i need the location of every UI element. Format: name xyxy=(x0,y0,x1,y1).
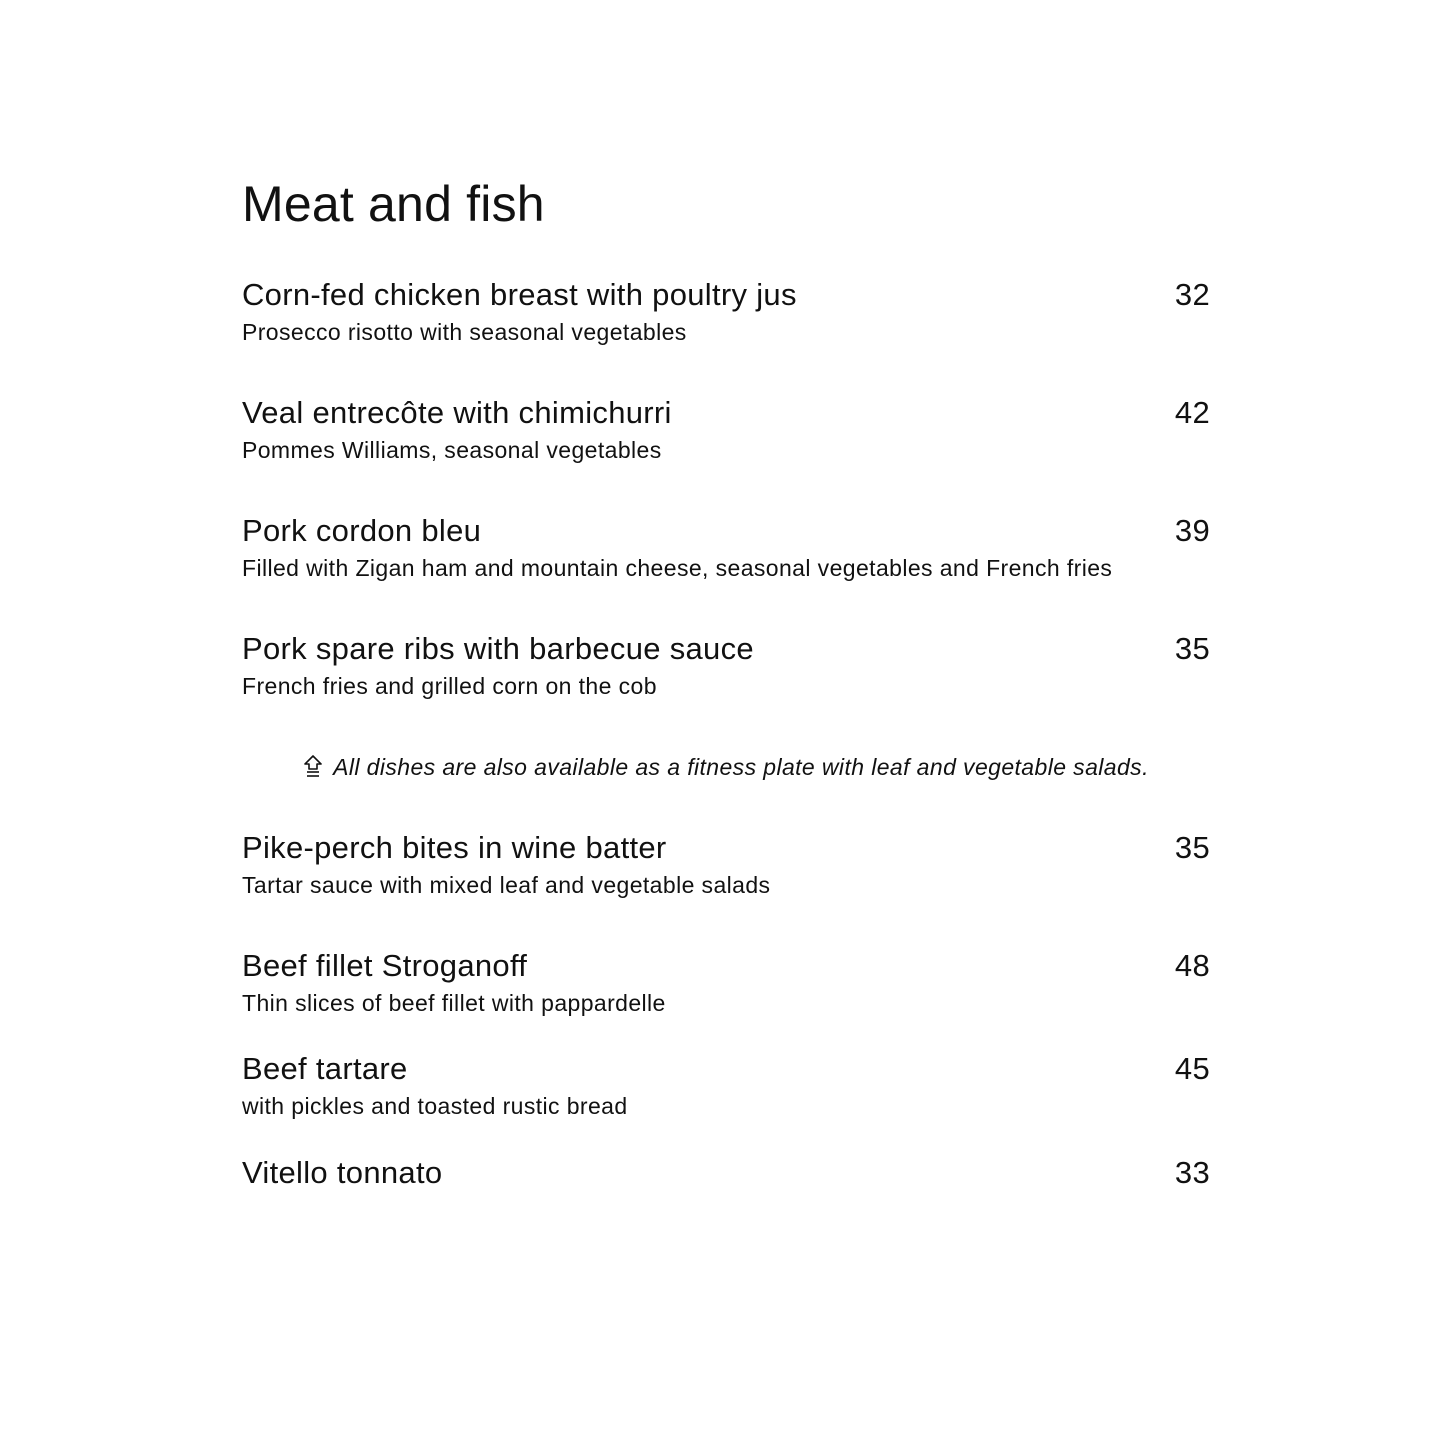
menu-item xyxy=(242,828,1210,902)
dish-price: 32 xyxy=(1174,277,1210,312)
menu-item xyxy=(242,1153,1210,1193)
dish-name: Beef tartare xyxy=(242,1051,408,1086)
dish-price: 48 xyxy=(1174,948,1210,983)
dish-price: 45 xyxy=(1174,1051,1210,1086)
dish-price: 39 xyxy=(1174,513,1210,548)
dish-name: Pike-perch bites in wine batter xyxy=(242,830,667,865)
fitness-plate-note xyxy=(282,750,1170,784)
section-title: Meat and fish xyxy=(242,176,545,232)
dish-name: Corn-fed chicken breast with poultry jus xyxy=(242,277,797,312)
note-text: All dishes are also available as a fitness plate with leaf and vegetable salads. xyxy=(333,754,1149,780)
dish-description: Filled with Zigan ham and mountain cheese, seasonal vegetables and French fries xyxy=(242,555,1113,581)
dish-name: Vitello tonnato xyxy=(242,1155,443,1190)
dish-description: with pickles and toasted rustic bread xyxy=(242,1093,628,1119)
dish-name: Beef fillet Stroganoff xyxy=(242,948,528,983)
menu-item xyxy=(242,511,1210,585)
dish-price: 33 xyxy=(1174,1155,1210,1190)
dish-description: Pommes Williams, seasonal vegetables xyxy=(242,437,662,463)
dish-name: Pork spare ribs with barbecue sauce xyxy=(242,631,754,666)
menu-item xyxy=(242,393,1210,467)
dish-description: Thin slices of beef fillet with pappardelle xyxy=(242,990,666,1016)
menu-item xyxy=(242,629,1210,703)
dish-price: 35 xyxy=(1174,830,1210,865)
menu-item xyxy=(242,275,1210,349)
menu-item xyxy=(242,1049,1210,1123)
dish-price: 35 xyxy=(1174,631,1210,666)
menu-item xyxy=(242,946,1210,1020)
dish-description: Prosecco risotto with seasonal vegetables xyxy=(242,319,687,345)
dish-name: Pork cordon bleu xyxy=(242,513,482,548)
dish-description: Tartar sauce with mixed leaf and vegetable salads xyxy=(242,872,771,898)
dish-name: Veal entrecôte with chimichurri xyxy=(242,395,672,430)
dish-description: French fries and grilled corn on the cob xyxy=(242,673,657,699)
dish-price: 42 xyxy=(1174,395,1210,430)
fitness-plate-icon xyxy=(303,754,323,780)
